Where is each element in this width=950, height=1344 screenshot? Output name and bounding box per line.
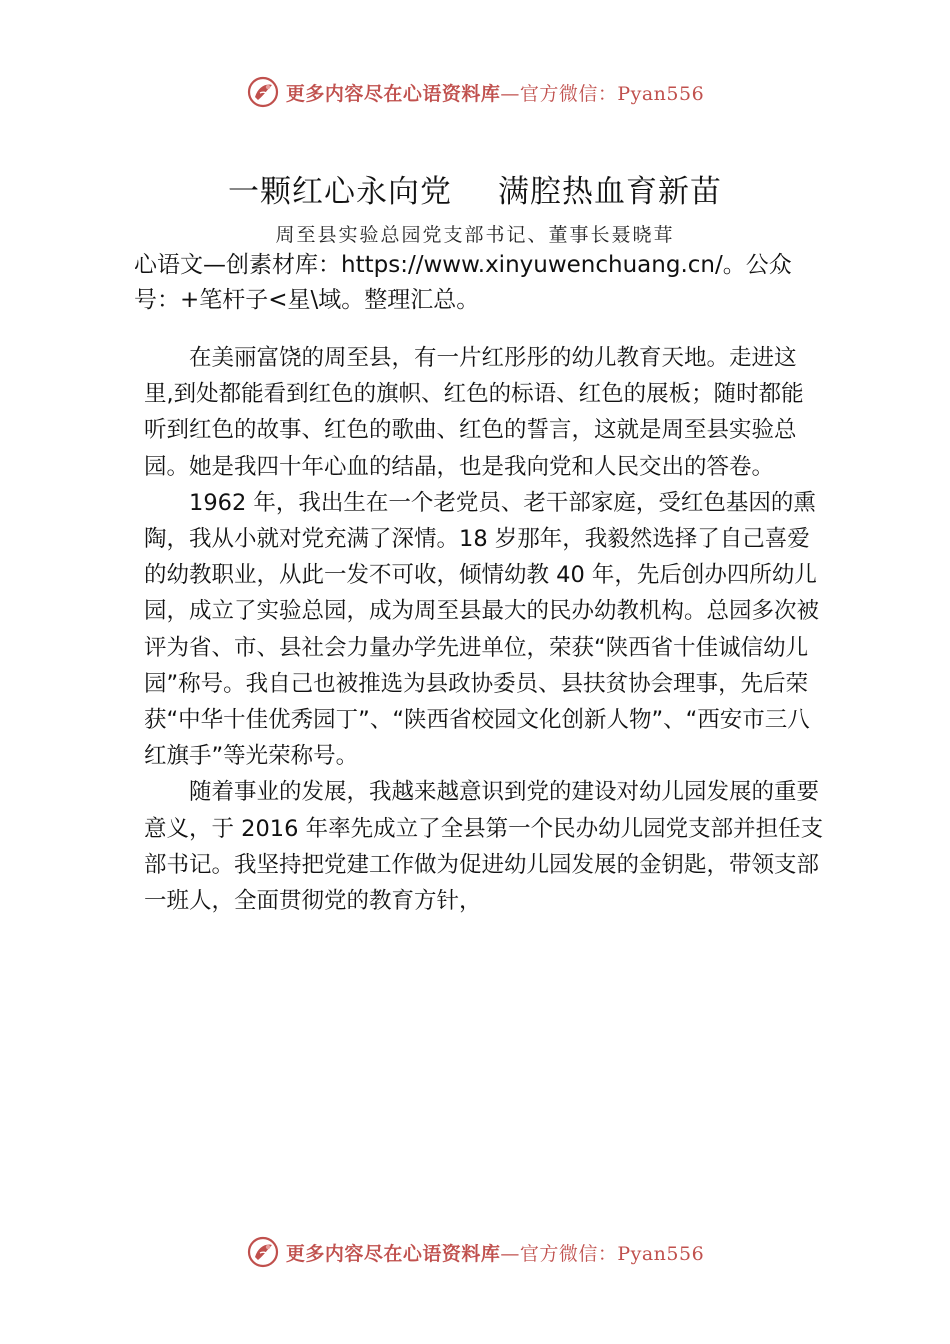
watermark-wechat: 官方微信：Pyan556: [519, 82, 705, 105]
watermark-main: 更多内容尽在心语资料库: [285, 82, 501, 105]
document-title: [0, 166, 950, 211]
watermark-text: [286, 1239, 704, 1266]
document-body: [144, 340, 824, 919]
title-part-2: 满腔热血育新苗: [498, 174, 722, 210]
watermark-wechat: 官方微信：Pyan556: [519, 1242, 705, 1265]
watermark-main: 更多内容尽在心语资料库: [285, 1242, 501, 1265]
paragraph: 1962 年，我出生在一个老党员、老干部家庭，受红色基因的熏陶，我从小就对党充满了深情。18 岁那年，我毅然选择了自己喜爱的幼教职业，从此一发不可收，倾情幼教 40 年，先后创办四所幼儿园，成立了实验总园，成为周至县最大的民办幼教机构。总园多次被评为省、市、县社会力量办学先进单位，荣获“陕西省十佳诚信幼儿园”称号。我自己也被推选为县政协委员、县扶贫协会理事，先后荣获“中华十佳优秀园丁”、“陕西省校园文化创新人物”、“西安市三八红旗手”等光荣称号。: [144, 489, 820, 770]
paragraph: 在美丽富饶的周至县，有一片红彤彤的幼儿教育天地。走进这里,到处都能看到红色的旗帜、红色的标语、红色的展板；随时都能听到红色的故事、红色的歌曲、红色的誓言，这就是周至县实验总园。她是我四十年心血的结晶，也是我向党和人民交出的答卷。: [144, 345, 804, 480]
watermark-dash: —: [500, 82, 520, 105]
title-part-1: 一颗红心永向党: [228, 174, 452, 210]
watermark-text: [286, 79, 704, 106]
footer-watermark: [0, 1232, 950, 1272]
document-author: 周至县实验总园党支部书记、董事长聂晓茸: [275, 224, 675, 246]
header-watermark: [0, 72, 950, 112]
paragraph: 随着事业的发展，我越来越意识到党的建设对幼儿园发展的重要意义，于 2016 年率先成立了全县第一个民办幼儿园党支部并担任支部书记。我坚持把党建工作做为促进幼儿园发展的金钥匙，带领支部一班人，全面贯彻党的教育方针，: [144, 779, 824, 915]
flower-logo-icon: [246, 1235, 280, 1269]
source-line: 心语文—创素材库：https://www.xinyuwenchuang.cn/。公众号：+笔杆子<星\域。整理汇总。: [134, 252, 792, 313]
flower-logo-icon: [246, 75, 280, 109]
watermark-dash: —: [500, 1242, 520, 1265]
